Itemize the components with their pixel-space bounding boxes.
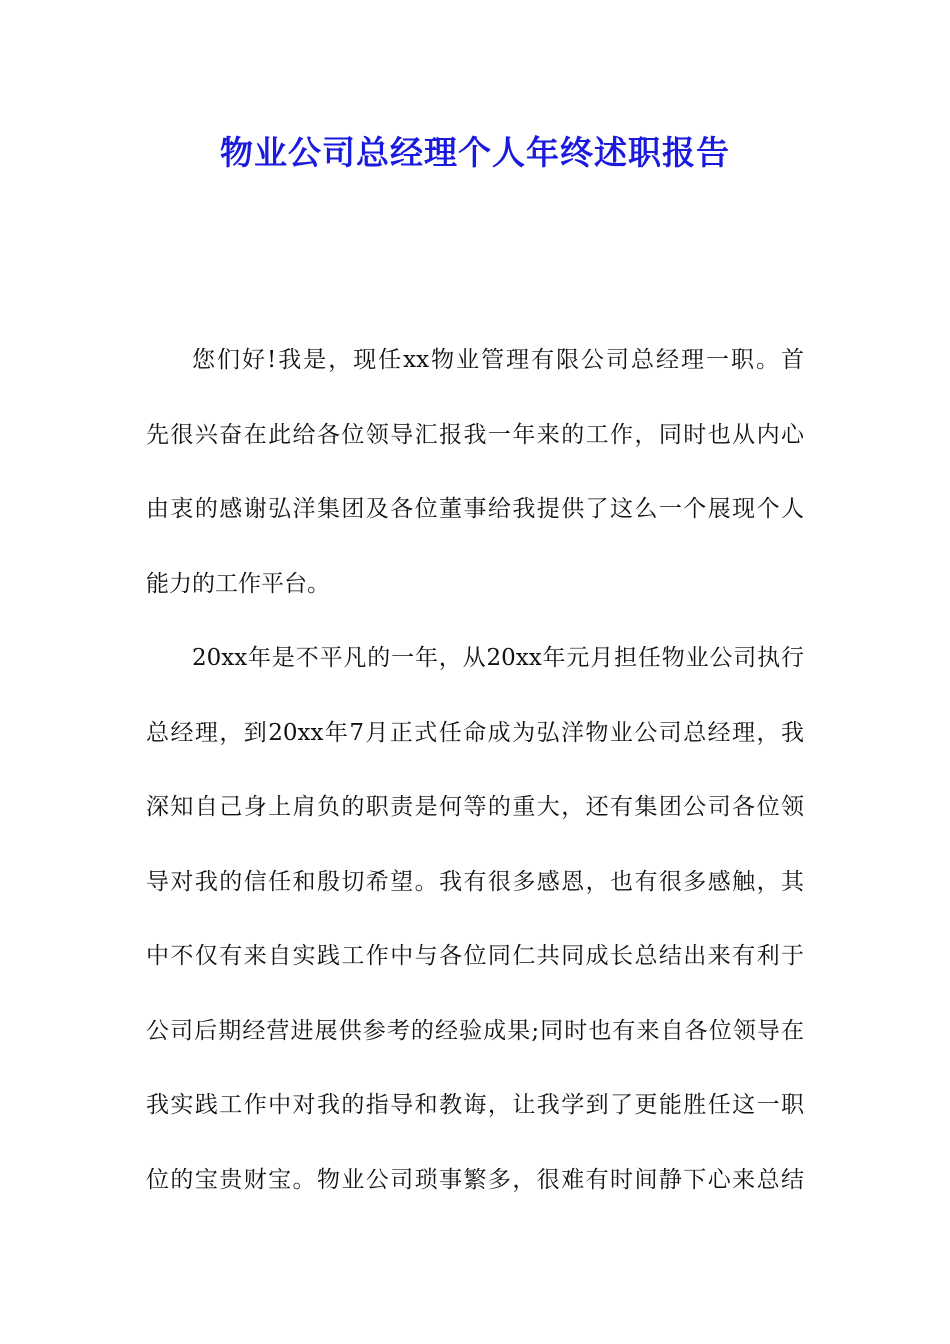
paragraph-1-line-1: 您们好!我是，现任xx物业管理有限公司总经理一职。首	[192, 347, 804, 373]
paragraph-2-line-8: 位的宝贵财宝。物业公司琐事繁多，很难有时间静下心来总结	[146, 1166, 804, 1193]
paragraph-2-line-7: 我实践工作中对我的指导和教诲，让我学到了更能胜任这一职	[146, 1092, 804, 1118]
paragraph-1-line-3: 由衷的感谢弘洋集团及各位董事给我提供了这么一个展现个人	[146, 496, 804, 522]
paragraph-2-line-3: 深知自己身上肩负的职责是何等的重大，还有集团公司各位领	[146, 794, 804, 820]
paragraph-2-line-2: 总经理，到20xx年7月正式任命成为弘洋物业公司总经理，我	[146, 719, 804, 746]
document-title: 物业公司总经理个人年终述职报告	[220, 133, 730, 172]
paragraph-2-line-6: 公司后期经营进展供参考的经验成果;同时也有来自各位领导在	[146, 1017, 804, 1044]
paragraph-2-line-5: 中不仅有来自实践工作中与各位同仁共同成长总结出来有利于	[146, 943, 804, 969]
paragraph-2-line-4: 导对我的信任和殷切希望。我有很多感恩，也有很多感触，其	[146, 868, 804, 895]
paragraph-1-line-4: 能力的工作平台。	[146, 570, 330, 597]
document-body	[146, 330, 804, 1224]
paragraph-1-line-2: 先很兴奋在此给各位领导汇报我一年来的工作，同时也从内心	[146, 421, 804, 448]
paragraph-2-line-1: 20xx年是不平凡的一年，从20xx年元月担任物业公司执行	[192, 645, 804, 671]
